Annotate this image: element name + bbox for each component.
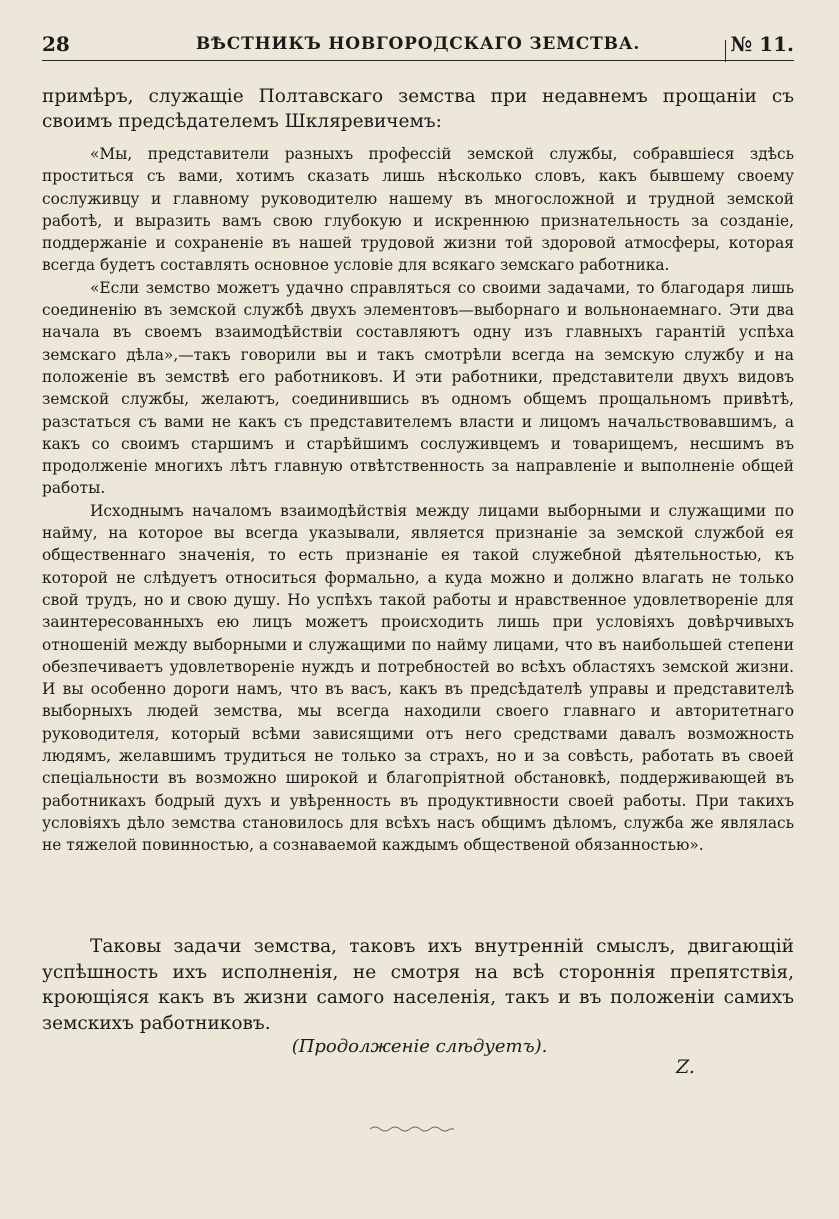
quoted-address — [42, 143, 794, 857]
quote-paragraph-2: «Если земство можетъ удачно справляться со своими задачами, то благодаря лишь соединенію въ земской службѣ двухъ элементовъ—выборнаго и вольнонаемнаго. Эти два начала въ своемъ взаимодѣйствіи составляютъ одну изъ главныхъ гарантій успѣха земскаго дѣла»,—такъ говорили вы и такъ смотрѣли всегда на земскую службу и на положеніе въ земствѣ его работниковъ. И эти работники, представители двухъ видовъ земской службы, желаютъ, соединившись въ одномъ общемъ прощальномъ привѣтѣ, разстаться съ вами не какъ съ представителемъ власти и лицомъ начальствовавшимъ, а какъ со своимъ старшимъ и старѣйшимъ сослуживцемъ и товарищемъ, несшимъ въ продолженіе многихъ лѣтъ главную отвѣтственность за направленіе и выполненіе общей работы. — [42, 278, 794, 498]
author-signature: Z. — [676, 1056, 695, 1078]
ornament-divider — [368, 1124, 456, 1134]
issue-number: № 11. — [730, 32, 794, 56]
quote-paragraph-1: «Мы, представители разныхъ профессій земской службы, собравшіеся здѣсь проститься съ вами, хотимъ сказать лишь нѣсколько словъ, какъ бывшему своему сослуживцу и главному руководителю нашему въ многосложной и трудной земской работѣ, и выразить вамъ свою глубокую и искреннюю признательность за созданіе, поддержаніе и сохраненіе въ нашей трудовой жизни той здоровой атмосферы, которая всегда будетъ составлять основное условіе для всякаго земскаго работника. — [42, 145, 794, 275]
header-divider — [725, 40, 727, 62]
journal-title: ВѢСТНИКЪ НОВГОРОДСКАГО ЗЕМСТВА. — [195, 34, 641, 54]
continued-note: (Продолженіе слѣдуетъ). — [291, 1036, 548, 1057]
intro-text: примѣръ, служащіе Полтавскаго земства при недавнемъ прощаніи съ своимъ предсѣдателемъ Шкляревичемъ: — [42, 86, 794, 132]
closing-paragraph — [42, 934, 794, 1036]
quote-paragraph-3: Исходнымъ началомъ взаимодѣйствія между лицами выборными и служащими по найму, на которое вы всегда указывали, является признаніе за земской службой ея общественнаго значенія, то есть признаніе ея такой служебной дѣятельностью, къ которой не слѣдуетъ относиться формально, а куда можно и должно влагать не только свой трудъ, но и свою душу. Но успѣхъ такой работы и нравственное удовлетвореніе для заинтересованныхъ ею лицъ можетъ происходить лишь при условіяхъ довѣрчивыхъ отношеній между выборными и служащими по найму лицами, что въ наибольшей степени обезпечиваетъ удовлетвореніе нуждъ и потребностей во всѣхъ областяхъ земской жизни. И вы особенно дороги намъ, что въ васъ, какъ въ предсѣдателѣ управы и представителѣ выборныхъ людей земства, мы всегда находили своего главнаго и авторитетнаго руководителя, который всѣми зависящими отъ него средствами давалъ возможность людямъ, желавшимъ трудиться не только за страхъ, но и за совѣсть, работать въ своей спеціальности въ возможно широкой и благопріятной обстановкѣ, поддерживающей въ работникахъ бодрый духъ и увѣренность въ продуктивности своей работы. При такихъ условіяхъ дѣло земства становилось для всѣхъ насъ общимъ дѣломъ, служба же являлась не тяжелой повинностью, а сознаваемой каждымъ общественой обязанностью». — [42, 501, 794, 855]
page-number: 28 — [42, 32, 70, 56]
intro-paragraph — [42, 84, 794, 134]
closing-text: Таковы задачи земства, таковъ ихъ внутренній смыслъ, двигающій успѣшность ихъ исполненія, не смотря на всѣ стороннія препятствія, кроющіяся какъ въ жизни самого населенія, такъ и въ положеніи самихъ земскихъ работниковъ. — [42, 936, 794, 1034]
page-header — [42, 30, 794, 61]
